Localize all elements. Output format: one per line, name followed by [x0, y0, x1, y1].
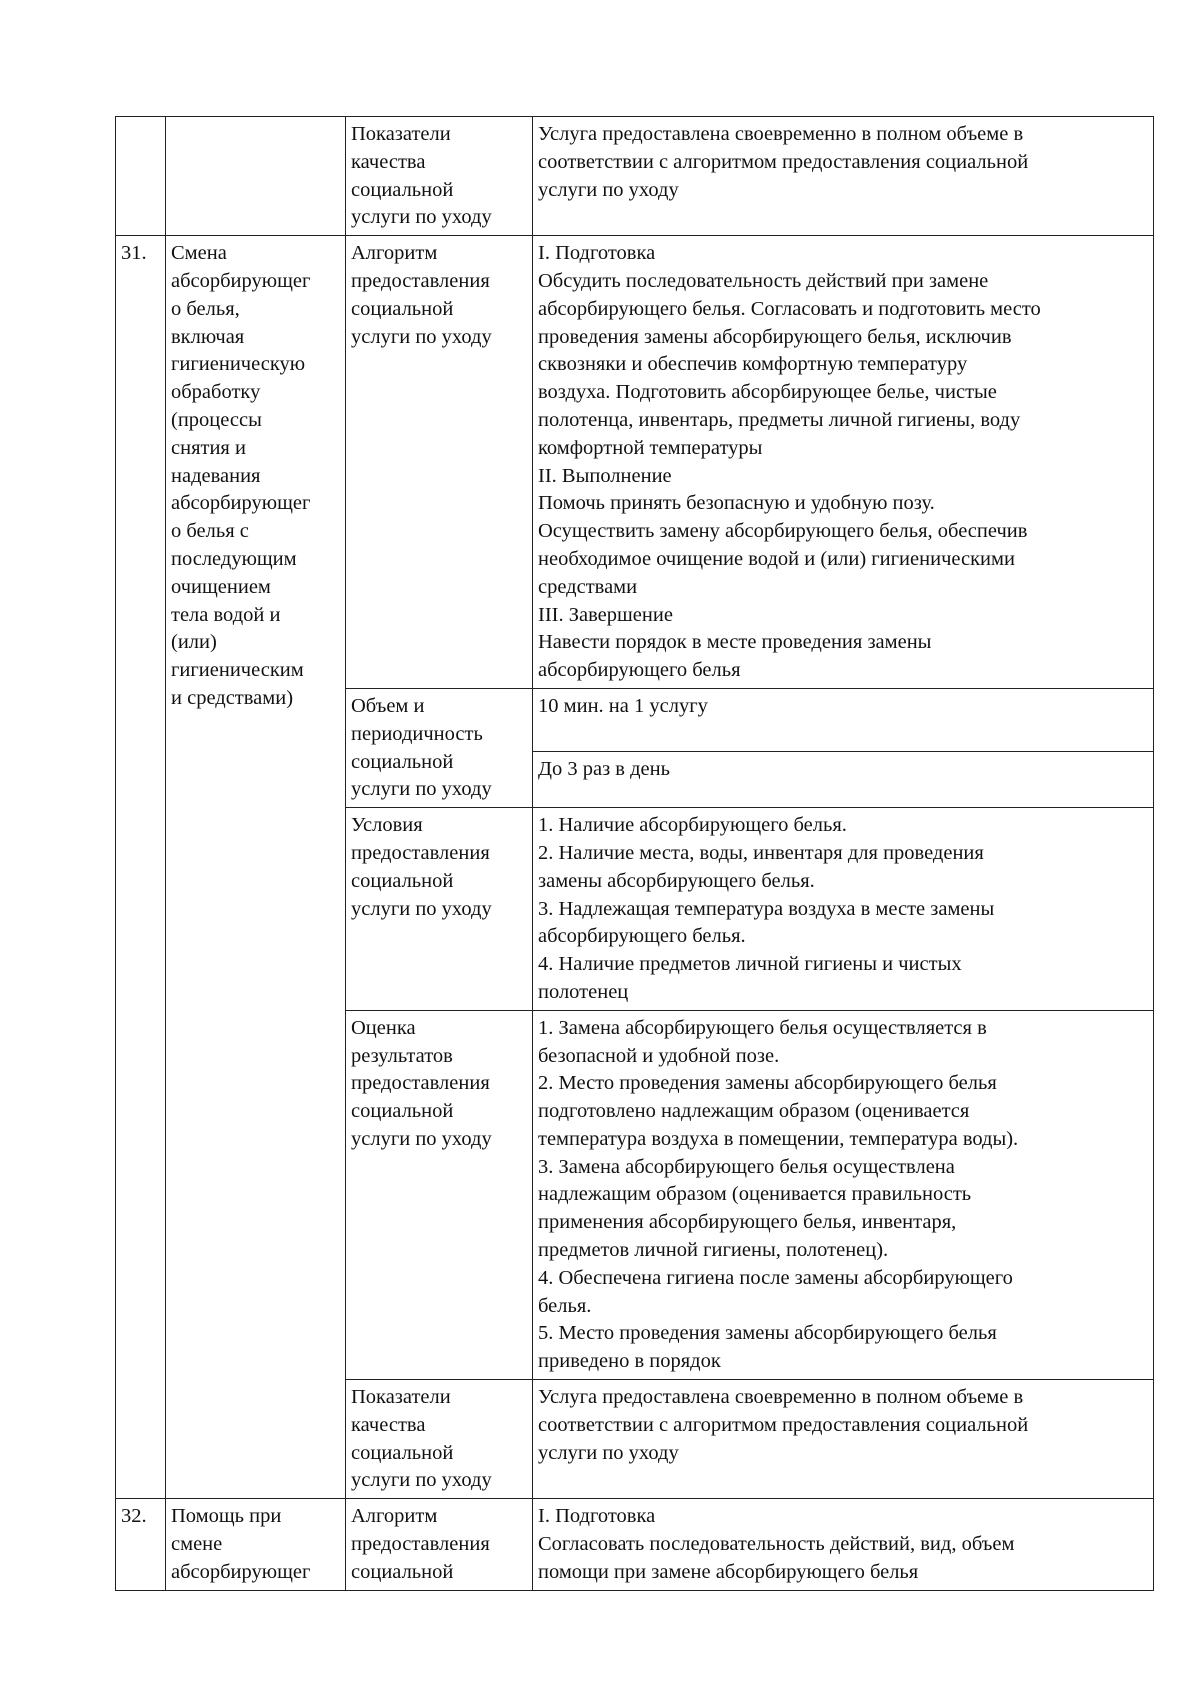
service-name-line: гигиеническим	[171, 659, 304, 682]
parameter-line: Алгоритм	[351, 242, 438, 265]
service-name-cell	[166, 1499, 346, 1590]
description-line: 2. Наличие места, воды, инвентаря для проведения	[538, 841, 984, 864]
description-line: услуги по уходу	[538, 178, 679, 201]
description-line: Согласовать последовательность действий, вид, объем	[538, 1533, 1015, 1556]
description-line: полотенец	[538, 980, 629, 1003]
description-line: 4. Обеспечена гигиена после замены абсорбирующего	[538, 1266, 1013, 1289]
parameter-cell	[346, 1499, 533, 1590]
parameter-line: услуги по уходу	[351, 206, 492, 229]
parameter-line: предоставления	[351, 269, 490, 292]
item-number-cell: 32.	[116, 1499, 166, 1590]
parameter-line: услуги по уходу	[351, 1127, 492, 1150]
item-number-cell: 31.	[116, 236, 166, 1499]
parameter-line: социальной	[351, 297, 454, 320]
parameter-line: качества	[351, 150, 426, 173]
description-line: абсорбирующего белья	[538, 659, 741, 682]
description-line: 3. Надлежащая температура воздуха в месте замены	[538, 897, 995, 920]
frequency-cell	[533, 751, 1154, 807]
description-line: I. Подготовка	[538, 1505, 656, 1528]
description-line: температура воздуха в помещении, температура воды).	[538, 1127, 1019, 1150]
description-line: услуги по уходу	[538, 1441, 679, 1464]
parameter-line: результатов	[351, 1044, 453, 1067]
parameter-line: периодичность	[351, 722, 483, 745]
service-name-line: смене	[171, 1533, 223, 1556]
parameter-line: социальной	[351, 1100, 454, 1123]
service-name-line: абсорбирующег	[171, 269, 311, 292]
description-line: 2. Место проведения замены абсорбирующего белья	[538, 1072, 997, 1095]
description-line: II. Выполнение	[538, 464, 672, 487]
table-row-32-algorithm	[116, 1499, 1154, 1590]
description-line: комфортной температуры	[538, 436, 763, 459]
description-line: Навести порядок в месте проведения замены	[538, 631, 932, 654]
parameter-line: социальной	[351, 178, 454, 201]
description-line: надлежащим образом (оценивается правильность	[538, 1183, 972, 1206]
description-cell	[533, 1010, 1154, 1379]
service-name-line: Помощь при	[171, 1505, 282, 1528]
table-row-continued-quality	[116, 117, 1154, 236]
description-cell	[533, 1499, 1154, 1590]
service-name-line: включая	[171, 325, 245, 348]
description-line: I. Подготовка	[538, 242, 656, 265]
service-name-line: гигиеническую	[171, 353, 306, 376]
parameter-cell	[346, 808, 533, 1011]
parameter-line: предоставления	[351, 1072, 490, 1095]
description-line: абсорбирующего белья.	[538, 925, 746, 948]
description-line: 1. Наличие абсорбирующего белья.	[538, 814, 847, 837]
volume-value: 10 мин. на 1 услугу	[538, 694, 708, 717]
description-line: Помочь принять безопасную и удобную позу.	[538, 492, 935, 515]
service-name-line: абсорбирующег	[171, 1560, 311, 1583]
service-name-line: о белья с	[171, 520, 249, 543]
table-row-31-algorithm	[116, 236, 1154, 689]
service-name-line: последующим	[171, 547, 297, 570]
frequency-value: До 3 раз в день	[538, 757, 670, 780]
service-name-line: о белья,	[171, 297, 240, 320]
description-line: воздуха. Подготовить абсорбирующее белье, чистые	[538, 381, 997, 404]
description-line: замены абсорбирующего белья.	[538, 869, 815, 892]
service-name-cell	[166, 117, 346, 236]
description-line: Услуга предоставлена своевременно в полном объеме в	[538, 1386, 1024, 1409]
parameter-line: социальной	[351, 869, 454, 892]
parameter-line: услуги по уходу	[351, 325, 492, 348]
description-cell	[533, 1380, 1154, 1499]
description-line: 4. Наличие предметов личной гигиены и чистых	[538, 953, 962, 976]
parameter-line: Объем и	[351, 694, 425, 717]
service-name-line: тела водой и	[171, 603, 281, 626]
service-name-line: абсорбирующег	[171, 492, 311, 515]
service-name-line: Смена	[171, 242, 227, 265]
description-line: соответствии с алгоритмом предоставления социальной	[538, 1413, 1029, 1436]
service-name-line: обработку	[171, 381, 261, 404]
parameter-line: социальной	[351, 750, 454, 773]
parameter-line: услуги по уходу	[351, 778, 492, 801]
service-name-line: снятия и	[171, 436, 246, 459]
description-line: Обсудить последовательность действий при замене	[538, 269, 989, 292]
description-line: применения абсорбирующего белья, инвентаря,	[538, 1211, 957, 1234]
description-cell	[533, 808, 1154, 1011]
description-line: соответствии с алгоритмом предоставления социальной	[538, 150, 1029, 173]
parameter-line: услуги по уходу	[351, 1469, 492, 1492]
parameter-line: Условия	[351, 814, 423, 837]
parameter-line: Оценка	[351, 1016, 416, 1039]
services-table	[115, 116, 1154, 1591]
parameter-line: Показатели	[351, 123, 451, 145]
description-line: помощи при замене абсорбирующего белья	[538, 1560, 919, 1583]
description-line: полотенца, инвентарь, предметы личной гигиены, воду	[538, 408, 1021, 431]
service-name-line: (процессы	[171, 408, 262, 431]
description-line: предметов личной гигиены, полотенец).	[538, 1239, 889, 1262]
description-line: 5. Место проведения замены абсорбирующего белья	[538, 1322, 997, 1345]
parameter-line: качества	[351, 1413, 426, 1436]
parameter-cell	[346, 1010, 533, 1379]
description-line: необходимое очищение водой и (или) гигиеническими	[538, 547, 1015, 570]
parameter-line: Показатели	[351, 1386, 451, 1409]
description-line: III. Завершение	[538, 603, 673, 626]
description-cell	[533, 236, 1154, 689]
description-line: Осуществить замену абсорбирующего белья, обеспечив	[538, 520, 1028, 543]
parameter-line: социальной	[351, 1441, 454, 1464]
service-name-cell	[166, 236, 346, 1499]
description-cell	[533, 117, 1154, 236]
parameter-line: предоставления	[351, 841, 490, 864]
description-line: средствами	[538, 575, 638, 598]
description-line: подготовлено надлежащим образом (оценивается	[538, 1100, 970, 1123]
description-line: приведено в порядок	[538, 1350, 721, 1373]
description-line: 3. Замена абсорбирующего белья осуществлена	[538, 1155, 955, 1178]
parameter-cell	[346, 688, 533, 807]
parameter-cell	[346, 1380, 533, 1499]
description-line: абсорбирующего белья. Согласовать и подготовить место	[538, 297, 1041, 320]
description-line: белья.	[538, 1294, 592, 1317]
parameter-line: социальной	[351, 1560, 454, 1583]
service-name-line: (или)	[171, 631, 217, 654]
volume-cell	[533, 688, 1154, 751]
service-name-line: и средствами)	[171, 686, 294, 709]
description-line: сквозняки и обеспечив комфортную температуру	[538, 353, 968, 376]
service-name-line: очищением	[171, 575, 271, 598]
service-name-line: надевания	[171, 464, 261, 487]
parameter-line: услуги по уходу	[351, 897, 492, 920]
parameter-line: Алгоритм	[351, 1505, 438, 1528]
description-line: безопасной и удобной позе.	[538, 1044, 780, 1067]
parameter-cell	[346, 117, 533, 236]
parameter-cell	[346, 236, 533, 689]
item-number-cell	[116, 117, 166, 236]
description-line: Услуга предоставлена своевременно в полном объеме в	[538, 123, 1024, 145]
description-line: 1. Замена абсорбирующего белья осуществляется в	[538, 1016, 987, 1039]
description-line: проведения замены абсорбирующего белья, исключив	[538, 325, 1012, 348]
parameter-line: предоставления	[351, 1533, 490, 1556]
